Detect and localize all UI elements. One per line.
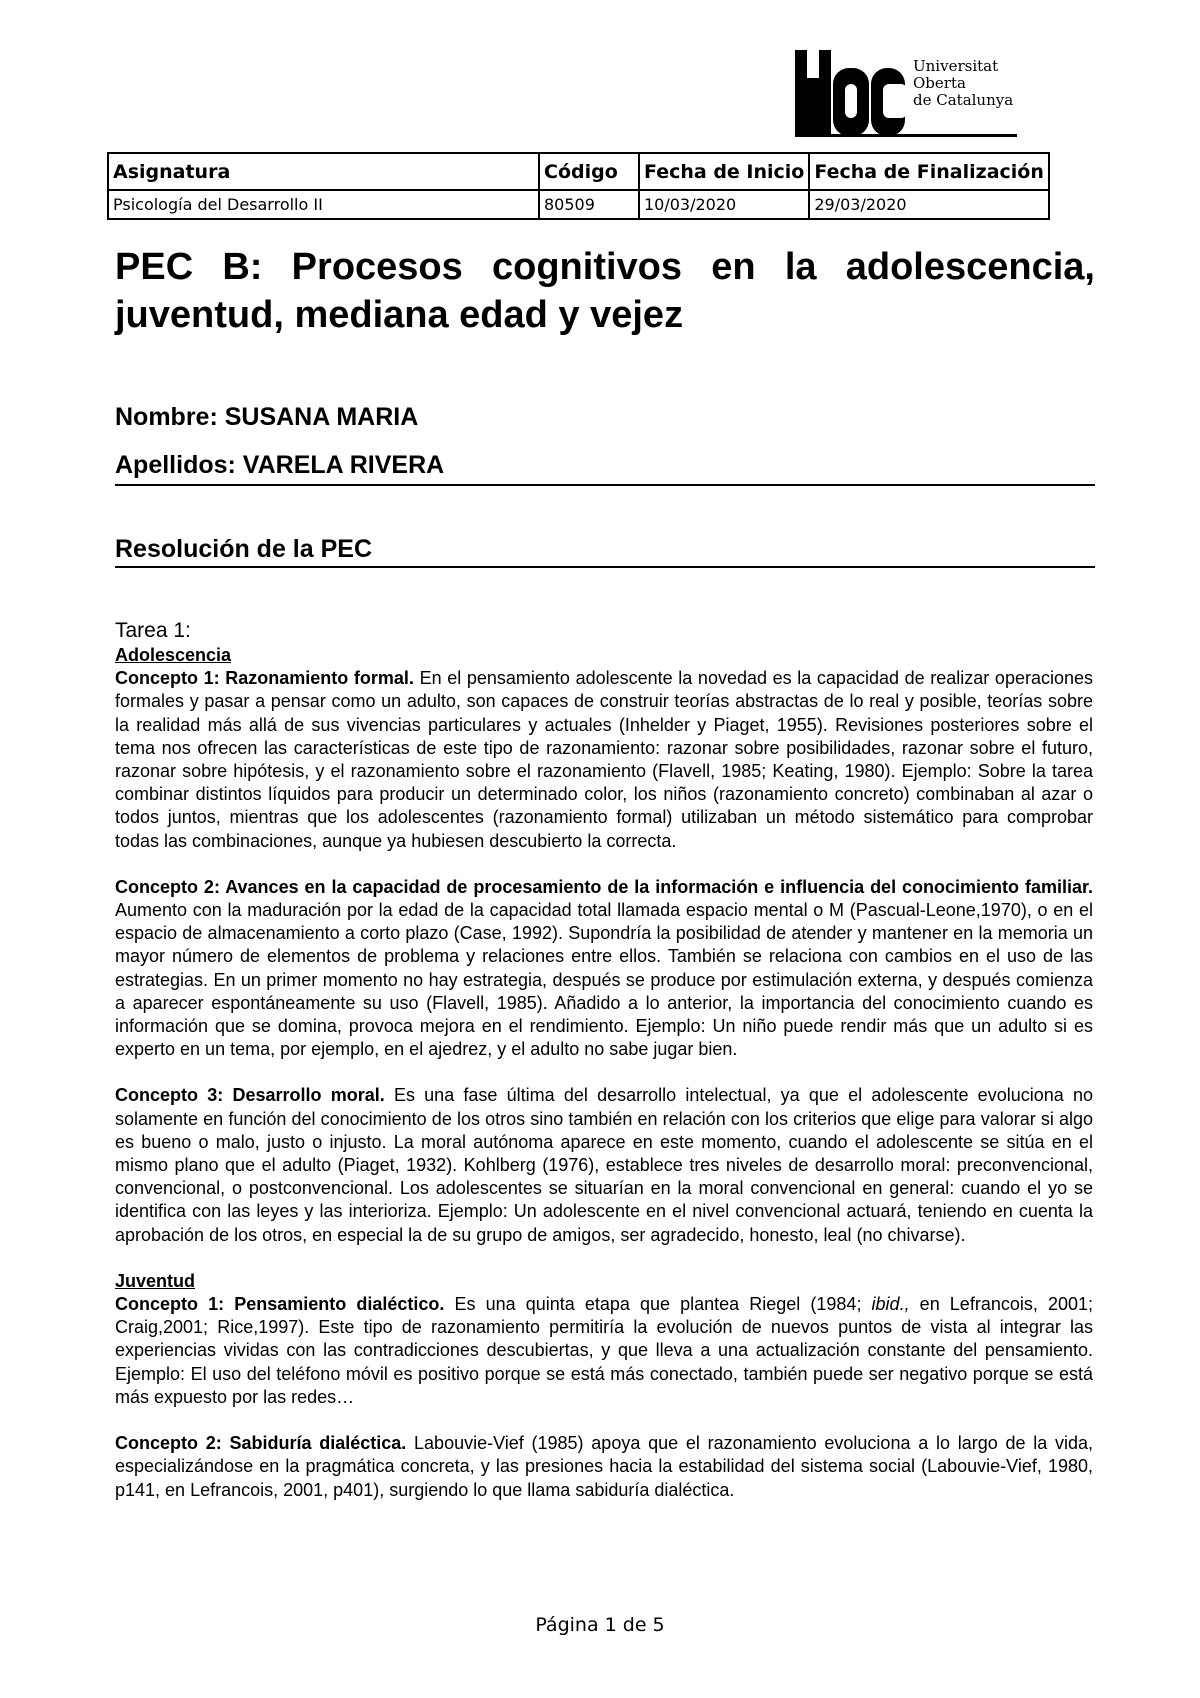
concept-text: Labouvie-Vief (1985) apoya que el razonamiento evoluciona a lo largo de la vida, especializándose en la pragmática concreta, y las presiones hacia la estabilidad del sistema social (Labouvie-Vief, 1980, p141, en Lefrancois, 2001, p401), surgiendo lo que llama sabiduría dialéctica. [115,1433,1093,1500]
subheading-adolescencia: Adolescencia [115,645,232,665]
concept-label: Concepto 3: Desarrollo moral. [115,1085,385,1106]
table-row [108,190,1049,219]
subheading-juventud: Juventud [115,1270,196,1291]
paragraph-adolescencia-concepto-1 [115,667,1093,853]
header-fecha-finalizacion: Fecha de Finalización [809,153,1049,190]
course-info-table [107,152,1050,220]
paragraph-adolescencia-concepto-2 [115,876,1093,1062]
concept-text: En el pensamiento adolescente la novedad es la capacidad de realizar operaciones formales y pasar a pensar como un adulto, son capaces de construir teorías abstractas de lo real y posible, teorías sobre la realidad más allá de sus vivencias particulares y actuales (Inhelder y Piaget, 1955). Revisiones posteriores sobre el tema nos ofrecen las características de este tipo de razonamiento: razonar sobre posibilidades, razonar sobre el futuro, razonar sobre hipótesis, y el razonamiento sobre el razonamiento (Flavell, 1985; Keating, 1980). Ejemplo: Sobre la tarea combinar distintos líquidos para producir un determinado color, los niños (razonamiento concreto) combinaban al azar o todos juntos, mientras que los adolescentes (razonamiento formal) utilizaban un método sistemático para comprobar todas las combinaciones, aunque ya hubiesen descubierto la correcta. [115,668,1093,851]
section-title: Resolución de la PEC [115,535,373,563]
concept-text: Es una quinta etapa que plantea Riegel (1984; [444,1294,872,1315]
logo-line-1: Universitat [913,57,999,75]
task-title: Tarea 1: [115,619,191,642]
logo-underline [795,134,1017,137]
uoc-logo [795,50,1013,136]
header-asignatura: Asignatura [108,153,539,190]
student-name: Nombre: SUSANA MARIA [115,403,419,431]
logo-line-2: Oberta [913,74,966,92]
divider-line [115,566,1095,568]
paragraph-juventud-concepto-1 [115,1293,1093,1409]
paragraph-adolescencia-concepto-3 [115,1084,1093,1246]
concept-label: Concepto 2: Sabiduría dialéctica. [115,1433,407,1454]
document-body [115,618,1093,1502]
paragraph-juventud-concepto-2 [115,1432,1093,1502]
student-surname: Apellidos: VARELA RIVERA [115,451,445,479]
cell-asignatura: Psicología del Desarrollo II [108,190,539,219]
cell-fecha-inicio: 10/03/2020 [639,190,809,219]
cell-fecha-finalizacion: 29/03/2020 [809,190,1049,219]
logo-line-3: de Catalunya [913,91,1014,109]
concept-text-italic: ibid., [871,1294,910,1315]
concept-label: Concepto 2: Avances en la capacidad de procesamiento de la información e influencia del conocimiento familiar. [115,876,1093,897]
cell-codigo: 80509 [539,190,639,219]
header-fecha-inicio: Fecha de Inicio [639,153,809,190]
concept-text: Aumento con la maduración por la edad de la capacidad total llamada espacio mental o M (Pascual-Leone,1970), o en el espacio de almacenamiento a corto plazo (Case, 1992). Supondría la posibilidad de atender y mantener en la memoria un mayor número de elementos de problema y relaciones entre ellos. También se relaciona con cambios en el uso de las estrategias. En un primer momento no hay estrategia, después se produce por estimulación externa, y después comienza a aparecer espontáneamente su uso (Flavell, 1985). Añadido a lo anterior, la importancia del conocimiento cuando es información que se domina, provoca mejora en el rendimiento. Ejemplo: Un niño puede rendir más que un adulto si es experto en un tema, por ejemplo, en el ajedrez, y el adulto no sabe jugar bien. [115,900,1093,1060]
concept-text: en Lefrancois, 2001; Craig,2001; Rice,1997). Este tipo de razonamiento permitiría la evolución de nuevos puntos de vista al integrar las experiencias vividas con las contradicciones descubiertas, y que lleva a una actualización constante del pensamiento. Ejemplo: El uso del teléfono móvil es positivo porque se está más conectado, también puede ser negativo porque se está más expuesto por las redes… [115,1294,1093,1407]
concept-label: Concepto 1: Razonamiento formal. [115,668,414,689]
header-codigo: Código [539,153,639,190]
concept-text: Es una fase última del desarrollo intelectual, ya que el adolescente evoluciona no solamente en función del conocimiento de los otros sino también en relación con los criterios que elige para valorar si algo es bueno o malo, justo o injusto. La moral autónoma aparece en este momento, cuando el adolescente se sitúa en el mismo plano que el adulto (Piaget, 1932). Kohlberg (1976), establece tres niveles de desarrollo moral: preconvencional, convencional, o postconvencional. Los adolescentes se situarían en la moral convencional en general: cuando el yo se identifica con las leyes y las interioriza. Ejemplo: Un adolescente en el nivel convencional actuará, teniendo en cuenta la aprobación de los otros, en especial la de su grupo de amigos, ser agradecido, honesto, leal (no chivarse). [115,1085,1093,1245]
document-title: PEC B: Procesos cognitivos en la adolescencia, juventud, mediana edad y vejez [115,246,1095,336]
concept-label: Concepto 1: Pensamiento dialéctico. [115,1294,445,1315]
table-header-row [108,153,1049,190]
uoc-logo-mark [795,50,905,136]
divider-line [115,484,1095,486]
uoc-logo-text [913,58,1013,109]
page-number: Página 1 de 5 [535,1614,665,1636]
